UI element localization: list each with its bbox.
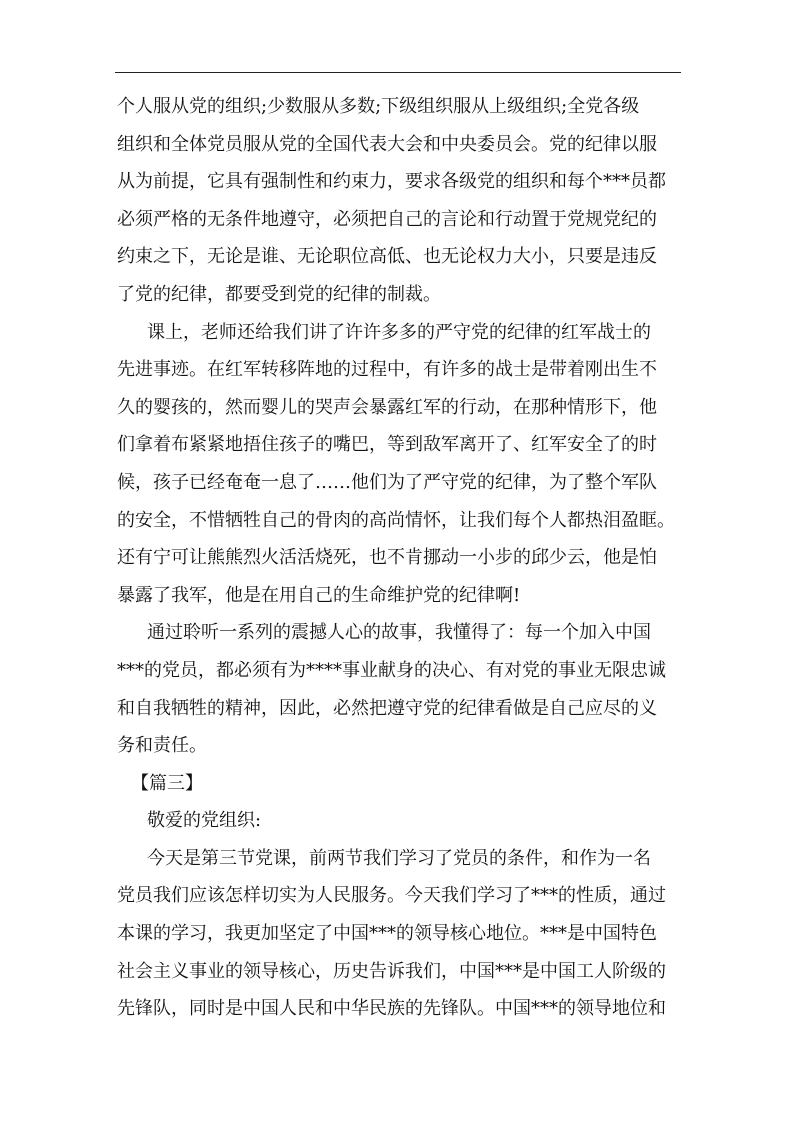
text-line: ***的党员，都必须有为****事业献身的决心、有对党的事业无限忠诚: [117, 659, 666, 681]
text-line: 先进事迹。在红军转移阵地的过程中，有许多的战士是带着刚出生不: [117, 359, 657, 381]
text-line: 还有宁可让熊熊烈火活活烧死，也不肯挪动一小步的邱少云，他是怕: [117, 547, 657, 569]
text-line: 务和责任。: [117, 735, 207, 757]
text-line: 社会主义事业的领导核心，历史告诉我们，中国***是中国工人阶级的: [117, 960, 666, 982]
text-line: 的安全，不惜牺牲自己的骨肉的高尚情怀，让我们每个人都热泪盈眶。: [117, 509, 675, 531]
text-line: 了党的纪律，都要受到党的纪律的制裁。: [117, 283, 441, 305]
text-line: 们拿着布紧紧地捂住孩子的嘴巴，等到敌军离开了、红军安全了的时: [117, 434, 657, 456]
text-line: 从为前提，它具有强制性和约束力，要求各级党的组织和每个***员都: [117, 171, 666, 193]
document-body: [117, 88, 681, 1028]
text-line: 课上，老师还给我们讲了许许多多的严守党的纪律的红军战士的: [147, 321, 651, 343]
text-line: 和自我牺牲的精神，因此，必然把遵守党的纪律看做是自己应尽的义: [117, 697, 657, 719]
text-line: 本课的学习，我更加坚定了中国***的领导核心地位。***是中国特色: [117, 923, 657, 945]
text-line: 久的婴孩的，然而婴儿的哭声会暴露红军的行动，在那种情形下，他: [117, 396, 657, 418]
text-line: 候，孩子已经奄奄一息了……他们为了严守党的纪律，为了整个军队: [117, 471, 657, 493]
text-line: 暴露了我军，他是在用自己的生命维护党的纪律啊!: [117, 584, 521, 606]
text-line: 通过聆听一系列的震撼人心的故事，我懂得了：每一个加入中国: [147, 622, 651, 644]
text-line: 个人服从党的组织;少数服从多数;下级组织服从上级组织;全党各级: [117, 96, 640, 117]
section-heading: 【篇三】: [131, 772, 203, 794]
text-line: 组织和全体党员服从党的全国代表大会和中央委员会。党的纪律以服: [117, 133, 657, 155]
text-line: 必须严格的无条件地遵守，必须把自己的言论和行动置于党规党纪的: [117, 208, 657, 230]
text-line: 先锋队，同时是中国人民和中华民族的先锋队。中国***的领导地位和: [117, 998, 666, 1020]
text-line: 今天是第三节党课，前两节我们学习了党员的条件，和作为一名: [147, 847, 651, 869]
text-line: 敬爱的党组织:: [147, 810, 262, 832]
text-line: 约束之下，无论是谁、无论职位高低、也无论权力大小，只要是违反: [117, 246, 657, 268]
text-line: 党员我们应该怎样切实为人民服务。今天我们学习了***的性质，通过: [117, 885, 666, 907]
header-rule: [115, 72, 681, 73]
